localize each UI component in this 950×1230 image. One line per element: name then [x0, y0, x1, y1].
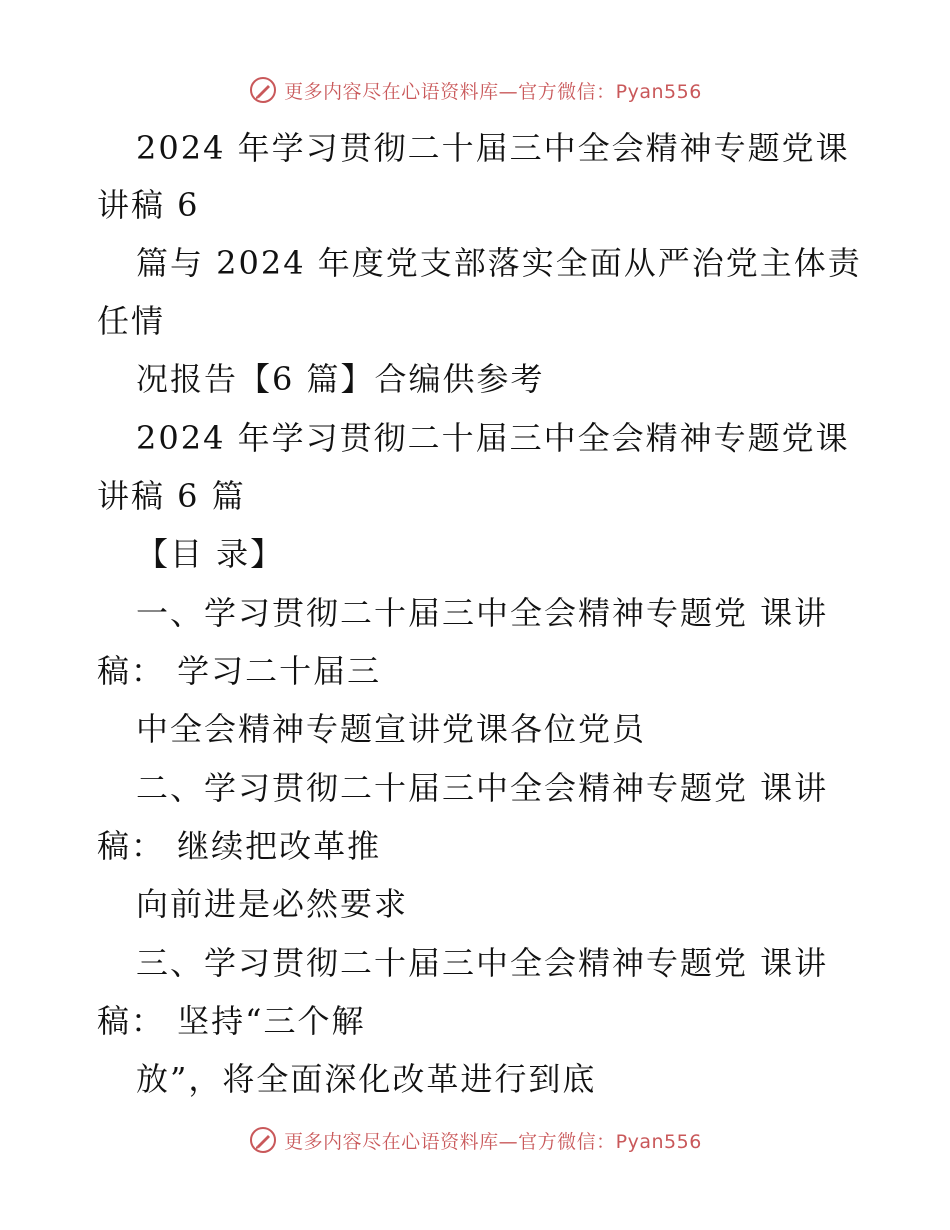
text-line: 2024 年学习贯彻二十届三中全会精神专题党课	[136, 129, 850, 167]
toc-item: 稿： 继续把改革推	[97, 827, 382, 865]
watermark-text: 更多内容尽在心语资料库—官方微信：Pyan556	[284, 1130, 702, 1153]
toc-item: 二、学习贯彻二十届三中全会精神专题党 课讲	[136, 769, 829, 807]
toc-item: 一、学习贯彻二十届三中全会精神专题党 课讲	[136, 594, 829, 632]
text-line: 讲稿 6 篇	[97, 477, 246, 515]
toc-item: 放”，将全面深化改革进行到底	[136, 1060, 597, 1098]
toc-heading: 【目 录】	[136, 535, 285, 573]
toc-item: 稿： 坚持“三个解	[97, 1002, 366, 1040]
text-line: 况报告【6 篇】合编供参考	[136, 360, 545, 398]
pen-logo-icon	[248, 1125, 278, 1155]
text-line: 2024 年学习贯彻二十届三中全会精神专题党课	[136, 419, 850, 457]
toc-item: 中全会精神专题宣讲党课各位党员	[136, 710, 647, 748]
toc-item: 稿： 学习二十届三	[97, 652, 382, 690]
text-line: 篇与 2024 年度党支部落实全面从严治党主体责	[136, 244, 862, 282]
footer-watermark	[0, 1120, 950, 1160]
toc-item: 三、学习贯彻二十届三中全会精神专题党 课讲	[136, 944, 829, 982]
header-watermark	[0, 70, 950, 110]
toc-item: 向前进是必然要求	[136, 885, 409, 923]
text-line: 讲稿 6	[97, 186, 200, 224]
text-line: 任情	[97, 302, 166, 340]
pen-logo-icon	[248, 75, 278, 105]
watermark-text: 更多内容尽在心语资料库—官方微信：Pyan556	[284, 80, 702, 103]
